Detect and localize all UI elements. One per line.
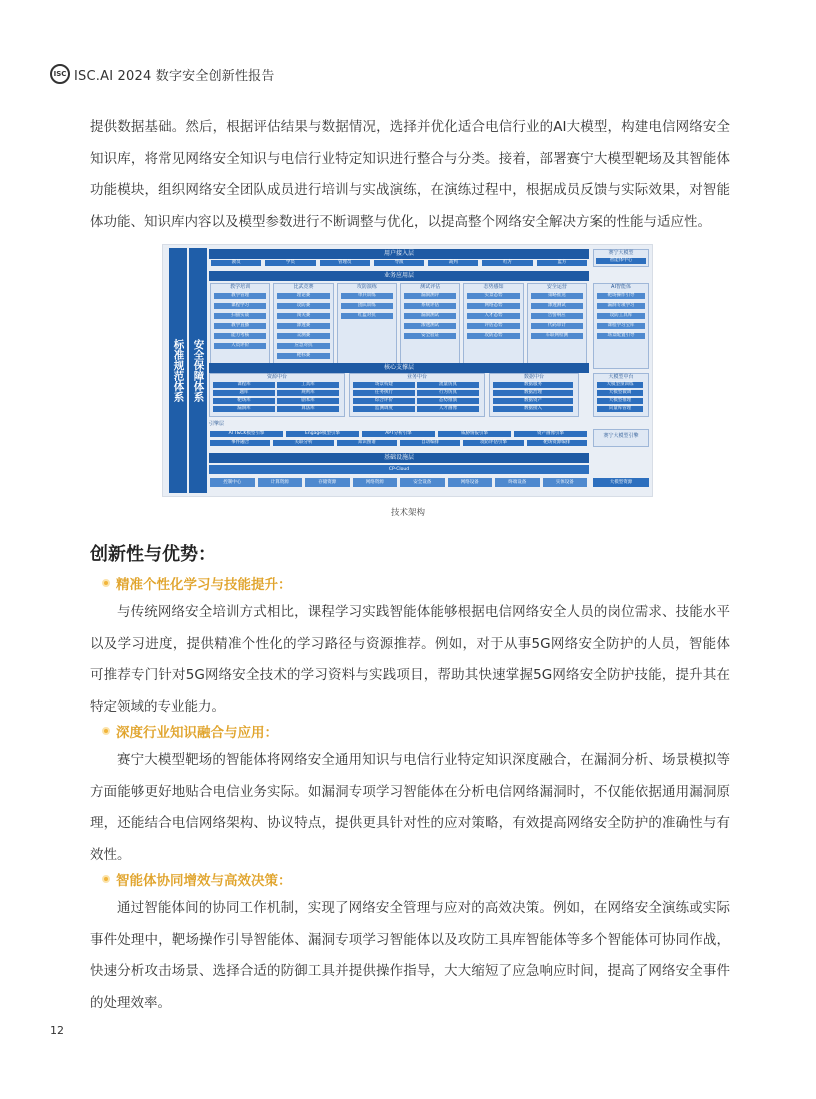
engine-right-title: 赛宁大模型引擎 [603, 433, 639, 439]
engine-item: 威胁情报引擎 [438, 431, 511, 437]
page-header [50, 64, 275, 84]
app-item: 渗透赛 [277, 323, 329, 329]
core-item: 工具库 [277, 382, 339, 388]
right-top-title: 赛宁大模型 [608, 250, 634, 256]
infra-item: 网络设备 [448, 478, 493, 487]
core-box-title: 大模型中台 [608, 374, 634, 380]
user-item: 教员 [211, 260, 261, 266]
subsection-title-2 [102, 721, 278, 741]
infra-item: 控制中心 [210, 478, 255, 487]
bullet-icon [102, 579, 110, 587]
infra-item: 存储资源 [305, 478, 350, 487]
core-item: 大模型预训练 [597, 382, 643, 388]
user-item: 蓝方 [537, 260, 587, 266]
engine-item: APT分析引擎 [362, 431, 435, 437]
app-item: 教学管理 [214, 293, 266, 299]
app-item: 系统评估 [404, 303, 456, 309]
app-item: 团队训练 [341, 303, 393, 309]
bullet-icon [102, 875, 110, 883]
subsection-title-3 [102, 869, 292, 889]
isc-logo: ISC [50, 64, 70, 84]
engine-item: 自动编排 [400, 440, 460, 446]
core-item: 流量仿真 [417, 382, 479, 388]
user-item: 红方 [482, 260, 532, 266]
app-item: 安全验证 [404, 333, 456, 339]
engine-item: Engage模型引擎 [286, 431, 359, 437]
core-item: 任务执行 [353, 390, 415, 396]
user-layer-bar: 用户接入层 [209, 249, 589, 259]
core-item: 数据资产 [493, 398, 573, 404]
core-item: 剧本库 [277, 398, 339, 404]
app-item: 网络态势 [467, 303, 519, 309]
engine-item: 事件融合 [210, 440, 270, 446]
core-item: 漏洞库 [213, 406, 275, 412]
subsection-body-3: 通过智能体间的协同工作机制，实现了网络安全管理与应对的高效决策。例如，在网络安全演练或实际事件处理中，靶场操作引导智能体、漏洞专项学习智能体以及攻防工具库智能体等多个智能体可协同作战，快速分析攻击场景、选择合适的防御工具并提供操作指导，大大缩短了应急响应时间，提高了网络安全事件的处理效率。 [90, 900, 730, 1011]
app-item: 众测赛 [277, 333, 329, 339]
core-item: 课程库 [213, 382, 275, 388]
app-item: 场景配置引导 [597, 333, 645, 339]
app-box-title: 安全运营 [546, 284, 567, 290]
app-item: 靶标赛 [277, 353, 329, 359]
architecture-figure [162, 244, 653, 497]
subsection-body-1: 与传统网络安全培训方式相比，课程学习实践智能体能够根据电信网络安全人员的岗位需求、技能水平以及学习进度，提供精准个性化的学习路径与资源推荐。例如，对于从事5G网络安全防护的人员，智能体可推荐专门针对5G网络安全技术的学习资料与实践项目，帮助其快速掌握5G网络安全防护技能，提升其在特定领域的专业能力。 [90, 604, 730, 715]
infra-item: 计算资源 [258, 478, 303, 487]
infra-item: 网络资源 [353, 478, 398, 487]
app-item: 代码审计 [531, 323, 583, 329]
engine-layer-title: 引擎层 [209, 421, 225, 427]
engine-item: 知识图谱 [337, 440, 397, 446]
app-item: 攻防态势 [467, 333, 519, 339]
core-item: 行为仿真 [417, 390, 479, 396]
app-layer-bar: 业务应用层 [209, 271, 589, 281]
bullet-icon [102, 727, 110, 735]
app-item: 车联网检测 [531, 333, 583, 339]
app-item: 红蓝对抗 [341, 313, 393, 319]
app-item: 理论赛 [277, 293, 329, 299]
engine-item: 资产画像引擎 [514, 431, 587, 437]
core-item: 数据接入 [493, 406, 573, 412]
user-item: 裁判 [428, 260, 478, 266]
app-item: 实景态势 [467, 293, 519, 299]
app-item: 应急对抗 [277, 343, 329, 349]
engine-item: 靶场资源编排 [527, 440, 587, 446]
core-layer-bar: 核心支撑层 [209, 363, 589, 373]
subsection-title-text: 智能体协同增效与高效决策： [116, 873, 292, 889]
app-box-title: 攻防演练 [356, 284, 377, 290]
core-item: 算法库 [277, 406, 339, 412]
app-item: 人员评价 [214, 343, 266, 349]
app-item: 告警响应 [531, 313, 583, 319]
core-item: 规则库 [277, 390, 339, 396]
core-box-title: 数据中台 [523, 374, 544, 380]
core-item: 监测调度 [353, 406, 415, 412]
engine-item: 攻防评估引擎 [463, 440, 523, 446]
subsection-title-text: 精准个性化学习与技能提升： [116, 577, 292, 593]
app-box-title: 测试评估 [420, 284, 441, 290]
app-item: 人才态势 [467, 313, 519, 319]
core-item: 场景构建 [353, 382, 415, 388]
app-item: 闯关赛 [277, 313, 329, 319]
intro-paragraph: 提供数据基础。然后，根据评估结果与数据情况，选择并优化适合电信行业的AI大模型，构建电信网络安全知识库，将常见网络安全知识与电信行业特定知识进行整合与分类。接着，部署赛宁大模型靶场及其智能体功能模块，组织网络安全团队成员进行培训与实战演练，在演练过程中，根据成员反馈与实际效果，对智能体功能、知识库内容以及模型参数进行不断调整与优化，以提高整个网络安全解决方案的性能与适应性。 [90, 119, 730, 230]
app-item: 渗透测试 [531, 303, 583, 309]
app-item: 靶场操作引导 [597, 293, 645, 299]
app-item: 单兵训练 [341, 293, 393, 299]
app-item: 能力考核 [214, 333, 266, 339]
standard-system-column [169, 248, 187, 493]
core-item: 向量库管理 [597, 406, 643, 412]
app-item: 教学直播 [214, 323, 266, 329]
core-box-title: 资源中台 [266, 374, 287, 380]
standard-system-label: 标准规范体系 [172, 339, 185, 402]
app-item: 课程学习宝库 [597, 323, 645, 329]
app-item: 策略推送 [531, 293, 583, 299]
app-box-title: 态势感知 [483, 284, 504, 290]
core-item: 大模型微调 [597, 390, 643, 396]
right-top-item: 智能体中心 [596, 258, 646, 264]
app-box-title: 比武竞赛 [293, 284, 314, 290]
user-item: 导演 [374, 260, 424, 266]
infra-item: 终端设备 [495, 478, 540, 487]
security-system-column [189, 248, 207, 493]
subsection-title-1 [102, 573, 292, 593]
figure-caption: 技术架构 [390, 508, 425, 518]
core-item: 数据服务 [493, 382, 573, 388]
app-item: 攻防工具库 [597, 313, 645, 319]
cloud-bar: CP-Cloud [209, 465, 589, 474]
app-item: 课程学习 [214, 303, 266, 309]
core-item: 题库 [213, 390, 275, 396]
infra-item: 实体设备 [543, 478, 588, 487]
engine-item: ATT&CK模型引擎 [210, 431, 283, 437]
subsection-body-2: 赛宁大模型靶场的智能体将网络安全通用知识与电信行业特定知识深度融合，在漏洞分析、场景模拟等方面能够更好地贴合电信业务实际。如漏洞专项学习智能体在分析电信网络漏洞时，不仅能依据通用漏洞原理，还能结合电信网络架构、协议特点，提供更具针对性的应对策略，有效提高网络安全防护的准确性与有效性。 [90, 752, 730, 863]
app-item: 渗透测试 [404, 323, 456, 329]
app-item: 漏洞测试 [404, 313, 456, 319]
core-item: 数据治理 [493, 390, 573, 396]
core-item: 态势推演 [417, 398, 479, 404]
subsection-title-text: 深度行业知识融合与应用： [116, 725, 278, 741]
app-item: 漏洞专项学习 [597, 303, 645, 309]
security-system-label: 安全保障体系 [192, 339, 205, 402]
app-box-title: AI智能体 [611, 284, 631, 290]
core-item: 靶场库 [213, 398, 275, 404]
core-item: 综合评价 [353, 398, 415, 404]
user-item: 管理员 [320, 260, 370, 266]
infra-right: 大模型资源 [593, 478, 649, 487]
core-item: 人才画像 [417, 406, 479, 412]
page-number: 12 [50, 1024, 64, 1037]
app-item: 漏洞测评 [404, 293, 456, 299]
core-box-title: 业务中台 [406, 374, 427, 380]
app-box-title: 教学培训 [230, 284, 251, 290]
section-title: 创新性与优势： [90, 544, 216, 565]
app-item: 评估态势 [467, 323, 519, 329]
infra-item: 安全设备 [400, 478, 445, 487]
app-item: 攻防赛 [277, 303, 329, 309]
engine-item: 关联分析 [273, 440, 333, 446]
header-title: ISC.AI 2024 数字安全创新性报告 [74, 68, 275, 84]
user-item: 学员 [265, 260, 315, 266]
core-item: 大模型推理 [597, 398, 643, 404]
app-item: 扫描实战 [214, 313, 266, 319]
infra-layer-bar: 基础设施层 [209, 453, 589, 463]
